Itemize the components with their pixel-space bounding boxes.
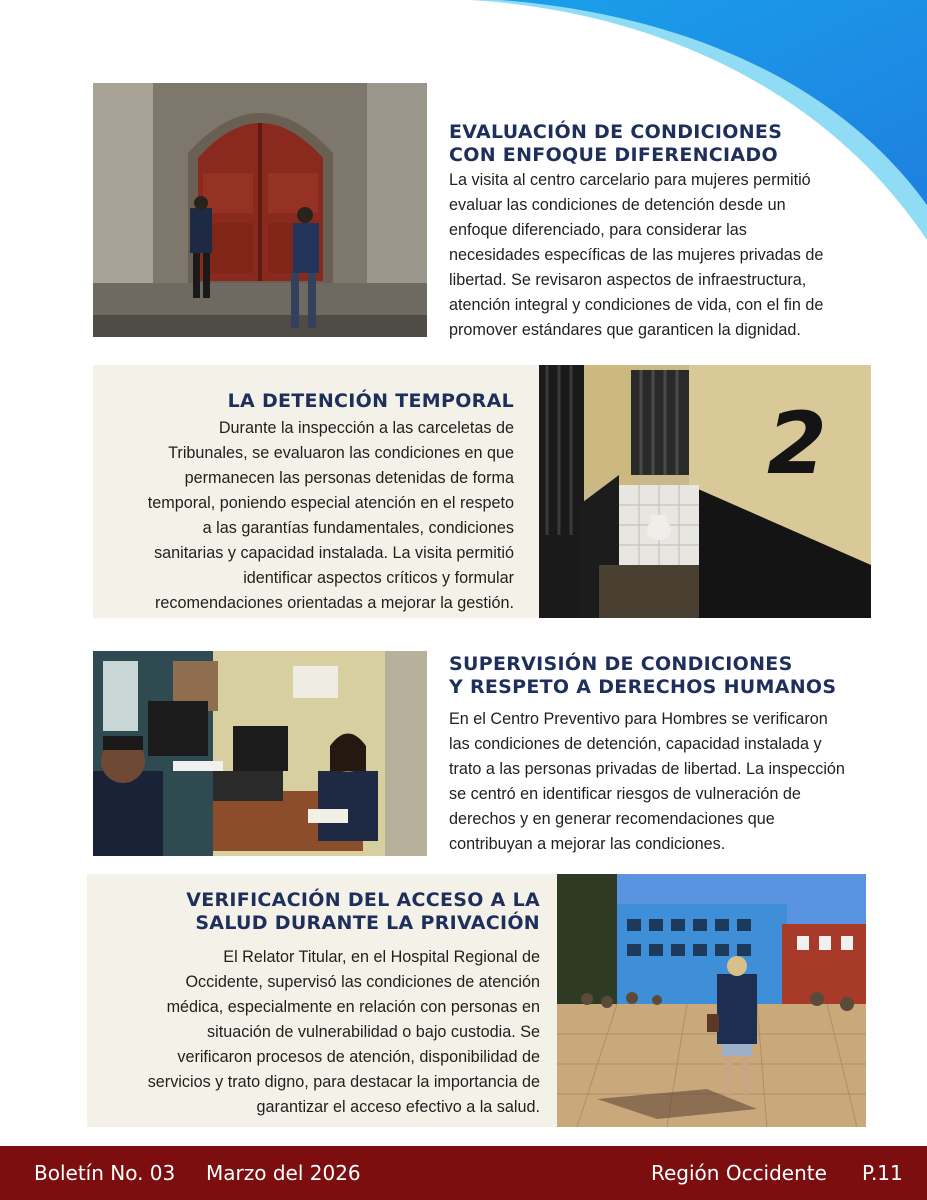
title-line: SUPERVISIÓN DE CONDICIONES <box>449 653 793 675</box>
body-line: recomendaciones orientadas a mejorar la gestión. <box>154 594 514 612</box>
body-line: promover estándares que garanticen la dignidad. <box>449 321 801 339</box>
body-line: servicios y trato digno, para destacar la importancia de <box>147 1073 540 1091</box>
footer-page-number: P.11 <box>862 1161 903 1185</box>
footer-region: Región Occidente <box>651 1161 827 1185</box>
body-line: temporal, poniendo especial atención en el respeto <box>147 494 514 512</box>
photo-office-interview <box>93 651 427 856</box>
body-line: garantizar el acceso efectivo a la salud. <box>256 1098 540 1116</box>
body-line: enfoque diferenciado, para considerar las <box>449 221 747 239</box>
body-line: identificar aspectos críticos y formular <box>243 569 514 587</box>
photo-regional-hospital <box>557 874 866 1127</box>
title-line: Y RESPETO A DERECHOS HUMANOS <box>449 676 837 698</box>
body-line: sanitarias y capacidad instalada. La visita permitió <box>154 544 514 562</box>
body-line: contribuyan a mejorar las condiciones. <box>449 835 726 853</box>
page-footer <box>0 1146 927 1200</box>
body-line: atención integral y condiciones de vida, con el fin de <box>449 296 824 314</box>
title-line: LA DETENCIÓN TEMPORAL <box>227 390 514 412</box>
footer-bulletin-number: Boletín No. 03 <box>34 1161 176 1185</box>
body-line: las condiciones de detención, capacidad instalada y <box>449 735 822 753</box>
section-body-salud <box>96 945 540 1120</box>
body-line: a las garantías fundamentales, condiciones <box>202 519 514 537</box>
body-line: derechos y en generar recomendaciones que <box>449 810 775 828</box>
title-line: CON ENFOQUE DIFERENCIADO <box>449 144 778 166</box>
body-line: Tribunales, se evaluaron las condiciones en que <box>168 444 514 462</box>
body-line: permanecen las personas detenidas de forma <box>184 469 514 487</box>
body-line: situación de vulnerabilidad o bajo custodia. Se <box>207 1023 540 1041</box>
body-line: La visita al centro carcelario para mujeres permitió <box>449 171 811 189</box>
body-line: libertad. Se revisaron aspectos de infraestructura, <box>449 271 807 289</box>
body-line: Occidente, supervisó las condiciones de atención <box>185 973 540 991</box>
body-line: se centró en identificar riesgos de vulneración de <box>449 785 801 803</box>
title-line: EVALUACIÓN DE CONDICIONES <box>449 121 783 143</box>
body-line: necesidades específicas de las mujeres privadas de <box>449 246 824 264</box>
section-title-detencion <box>100 390 514 413</box>
body-line: trato a las personas privadas de libertad. La inspección <box>449 760 845 778</box>
body-line: verificaron procesos de atención, disponibilidad de <box>177 1048 540 1066</box>
photo-prison-door <box>93 83 427 337</box>
section-title-supervision <box>449 653 836 699</box>
cell-number-label: 2 <box>767 394 827 494</box>
body-line: En el Centro Preventivo para Hombres se verificaron <box>449 710 828 728</box>
photo-holding-cell <box>539 365 871 618</box>
body-line: médica, especialmente en relación con personas en <box>166 998 540 1016</box>
section-body-detencion <box>98 416 514 616</box>
footer-date: Marzo del 2026 <box>206 1161 361 1185</box>
section-body-evaluacion <box>449 168 823 343</box>
body-line: El Relator Titular, en el Hospital Regional de <box>223 948 540 966</box>
body-line: Durante la inspección a las carceletas de <box>218 419 514 437</box>
section-title-salud <box>100 889 540 935</box>
title-line: VERIFICACIÓN DEL ACCESO A LA <box>186 889 540 911</box>
section-title-evaluacion <box>449 121 782 167</box>
section-body-supervision <box>449 707 845 857</box>
body-line: evaluar las condiciones de detención desde un <box>449 196 786 214</box>
title-line: SALUD DURANTE LA PRIVACIÓN <box>195 912 540 934</box>
